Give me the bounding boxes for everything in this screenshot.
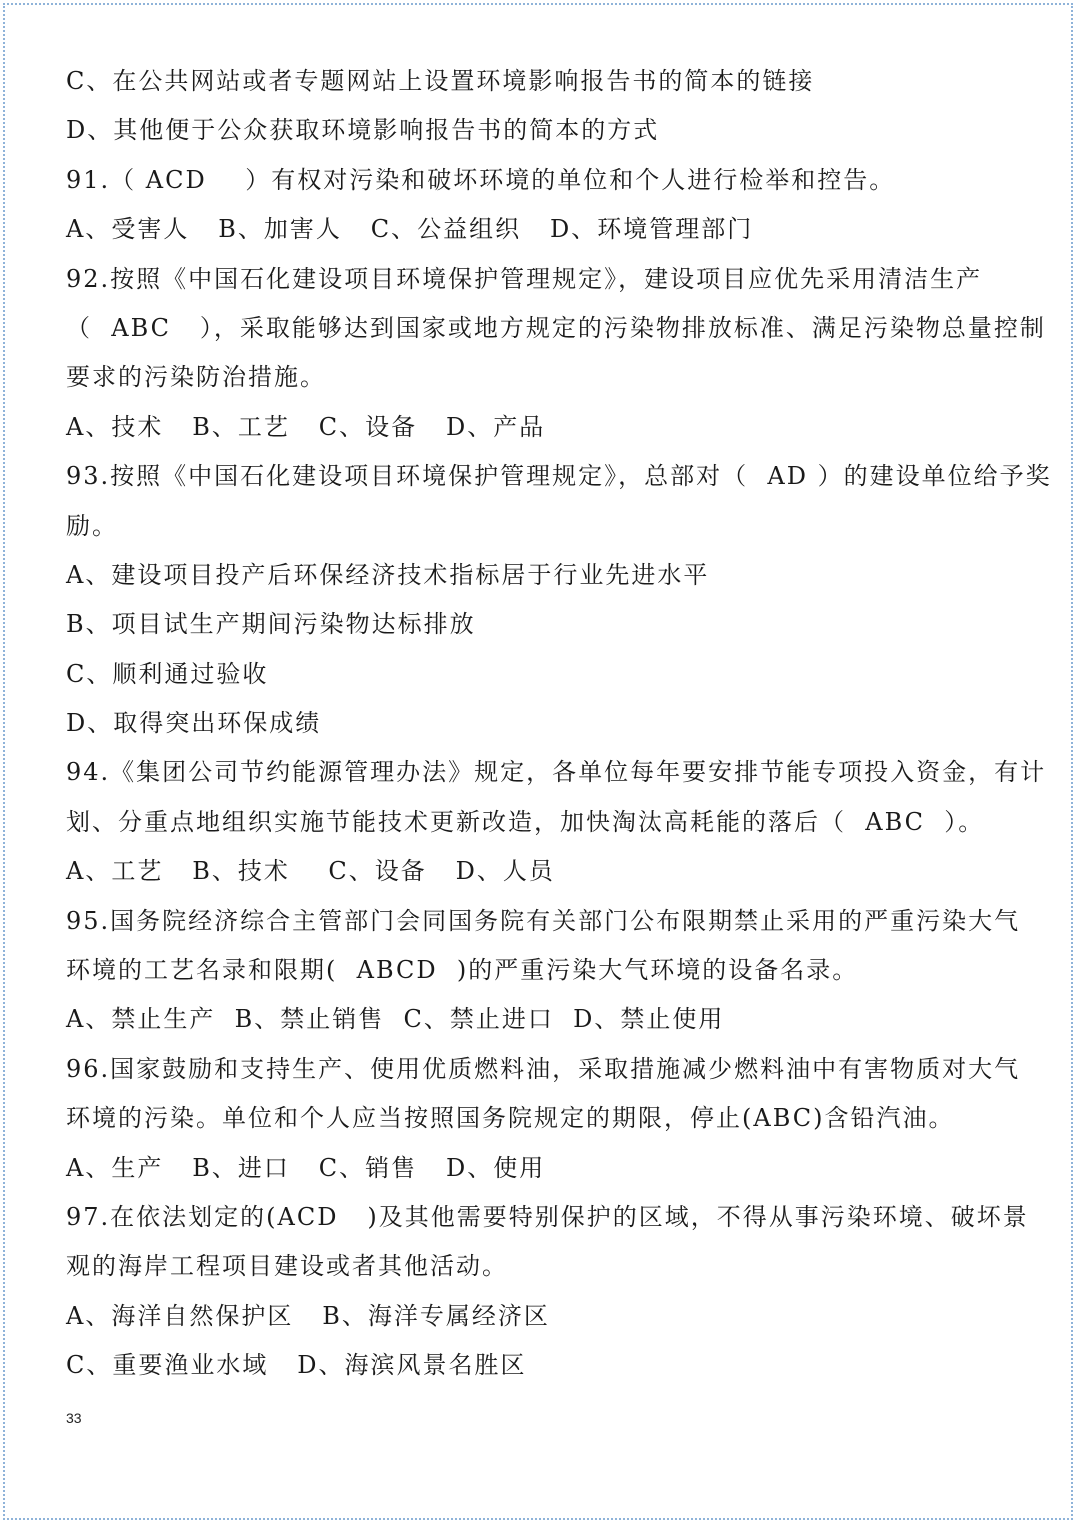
option-93-c: C、顺利通过验收 (66, 659, 269, 688)
question-93-cont: 励。 (66, 511, 118, 540)
document-body (66, 57, 1052, 1391)
option-93-d: D、取得突出环保成绩 (66, 709, 322, 738)
options-97-ab: A、海洋自然保护区 B、海洋专属经济区 (66, 1301, 550, 1330)
option-93-b: B、项目试生产期间污染物达标排放 (66, 610, 476, 639)
question-97: 97.在依法划定的(ACD )及其他需要特别保护的区域，不得从事污染环境、破坏景 (66, 1202, 1029, 1231)
question-96: 96.国家鼓励和支持生产、使用优质燃料油，采取措施减少燃料油中有害物质对大气 (66, 1054, 1021, 1083)
question-92-cont: （ ABC ），采取能够达到国家或地方规定的污染物排放标准、满足污染物总量控制 (66, 313, 1046, 342)
question-92: 92.按照《中国石化建设项目环境保护管理规定》，建设项目应优先采用清洁生产 (66, 264, 983, 293)
text-line: D、其他便于公众获取环境影响报告书的简本的方式 (66, 116, 660, 145)
question-95: 95.国务院经济综合主管部门会同国务院有关部门公布限期禁止采用的严重污染大气 (66, 906, 1021, 935)
options-92: A、技术 B、工艺 C、设备 D、产品 (66, 412, 546, 441)
question-94: 94.《集团公司节约能源管理办法》规定，各单位每年要安排节能专项投入资金，有计 (66, 758, 1047, 787)
options-91: A、受害人 B、加害人 C、公益组织 D、环境管理部门 (66, 215, 754, 244)
question-97-cont: 观的海岸工程项目建设或者其他活动。 (66, 1252, 508, 1281)
options-96: A、生产 B、进口 C、销售 D、使用 (66, 1153, 546, 1182)
question-95-cont: 环境的工艺名录和限期( ABCD )的严重污染大气环境的设备名录。 (66, 956, 859, 985)
question-92-cont: 要求的污染防治措施。 (66, 363, 326, 392)
options-94: A、工艺 B、技术 C、设备 D、人员 (66, 857, 555, 886)
page-number: 33 (66, 1410, 82, 1426)
text-line: C、在公共网站或者专题网站上设置环境影响报告书的简本的链接 (66, 67, 815, 95)
option-93-a: A、建设项目投产后环保经济技术指标居于行业先进水平 (66, 560, 710, 589)
options-95: A、禁止生产 B、禁止销售 C、禁止进口 D、禁止使用 (66, 1005, 725, 1034)
question-94-cont: 划、分重点地组织实施节能技术更新改造，加快淘汰高耗能的落后（ ABC ）。 (66, 807, 985, 836)
question-91: 91.（ ACD ）有权对污染和破坏环境的单位和个人进行检举和控告。 (66, 165, 896, 194)
options-97-cd: C、重要渔业水域 D、海滨风景名胜区 (66, 1351, 527, 1380)
question-96-cont: 环境的污染。单位和个人应当按照国务院规定的期限，停止(ABC)含铅汽油。 (66, 1104, 955, 1133)
question-93: 93.按照《中国石化建设项目环境保护管理规定》，总部对（ AD ）的建设单位给予奖 (66, 462, 1052, 491)
